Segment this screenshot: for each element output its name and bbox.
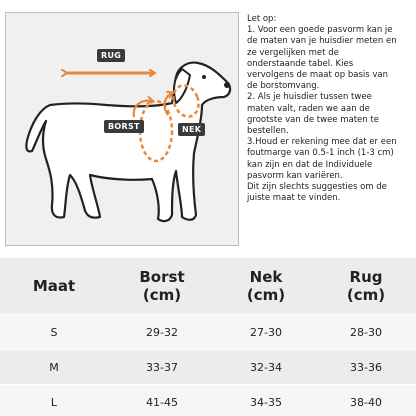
header-maat-label: Maat [32,277,76,295]
cell-nek: 27-30 [216,315,316,350]
instruction-line: foutmarge van 0.5-1 inch (1-3 cm) [247,148,394,159]
cell-rug: 28-30 [316,315,416,350]
instruction-line: 3.Houd er rekening mee dat er een [247,137,397,148]
instruction-line: 1. Voor een goede pasvorm kan je [247,25,393,36]
header-nek-unit: (cm) [246,286,286,304]
header-maat [0,258,108,315]
instruction-line: de maten van je huisdier meten en [247,36,397,47]
instruction-line: maten valt, raden we aan de [247,103,370,114]
cell-borst: 41-45 [108,385,216,416]
instruction-line: de borstomvang. [247,81,320,92]
header-nek-label: Nek [249,268,283,286]
cell-borst: 33-37 [108,350,216,385]
header-borst [108,258,216,315]
header-borst-unit: (cm) [142,286,182,304]
cell-borst: 29-32 [108,315,216,350]
header-nek [216,258,316,315]
size-table-container [0,258,416,416]
instruction-line: grootste van de twee maten te [247,114,379,125]
rug-label: RUG [97,49,125,62]
borst-label: BORST [104,120,144,133]
cell-maat: S [0,315,108,350]
instruction-line: ze vergelijken met de [247,47,339,58]
header-rug-label: Rug [349,268,383,286]
instruction-line: 2. Als je huisdier tussen twee [247,92,372,103]
instruction-line: Dit zijn slechts suggesties om de [247,182,387,193]
instruction-line: juiste maat te vinden. [247,193,341,204]
cell-rug: 33-36 [316,350,416,385]
table-row [0,315,416,350]
table-row [0,385,416,416]
nek-label: NEK [178,123,205,136]
size-table [0,258,416,416]
instruction-line: onderstaande tabel. Kies [247,58,354,69]
header-borst-label: Borst [139,268,185,286]
instruction-line: pasvorm kan variëren. [247,170,343,181]
instruction-line: kan zijn en dat de Individuele [247,159,373,170]
dog-measurement-diagram [5,12,239,246]
instruction-line: vervolgens de maat op basis van [247,70,388,81]
cell-nek: 34-35 [216,385,316,416]
table-row [0,350,416,385]
instruction-line: Let op: [247,14,277,24]
cell-nek: 32-34 [216,350,316,385]
cell-maat: M [0,350,108,385]
cell-maat: L [0,385,108,416]
instruction-line: bestellen. [247,126,289,137]
dog-outline-icon [26,63,230,221]
cell-rug: 38-40 [316,385,416,416]
size-table-header-row [0,258,416,315]
dog-nose-icon [224,82,230,88]
measurement-instructions [247,14,413,204]
dog-eye-icon [202,75,206,79]
header-rug-unit: (cm) [346,286,386,304]
header-rug [316,258,416,315]
